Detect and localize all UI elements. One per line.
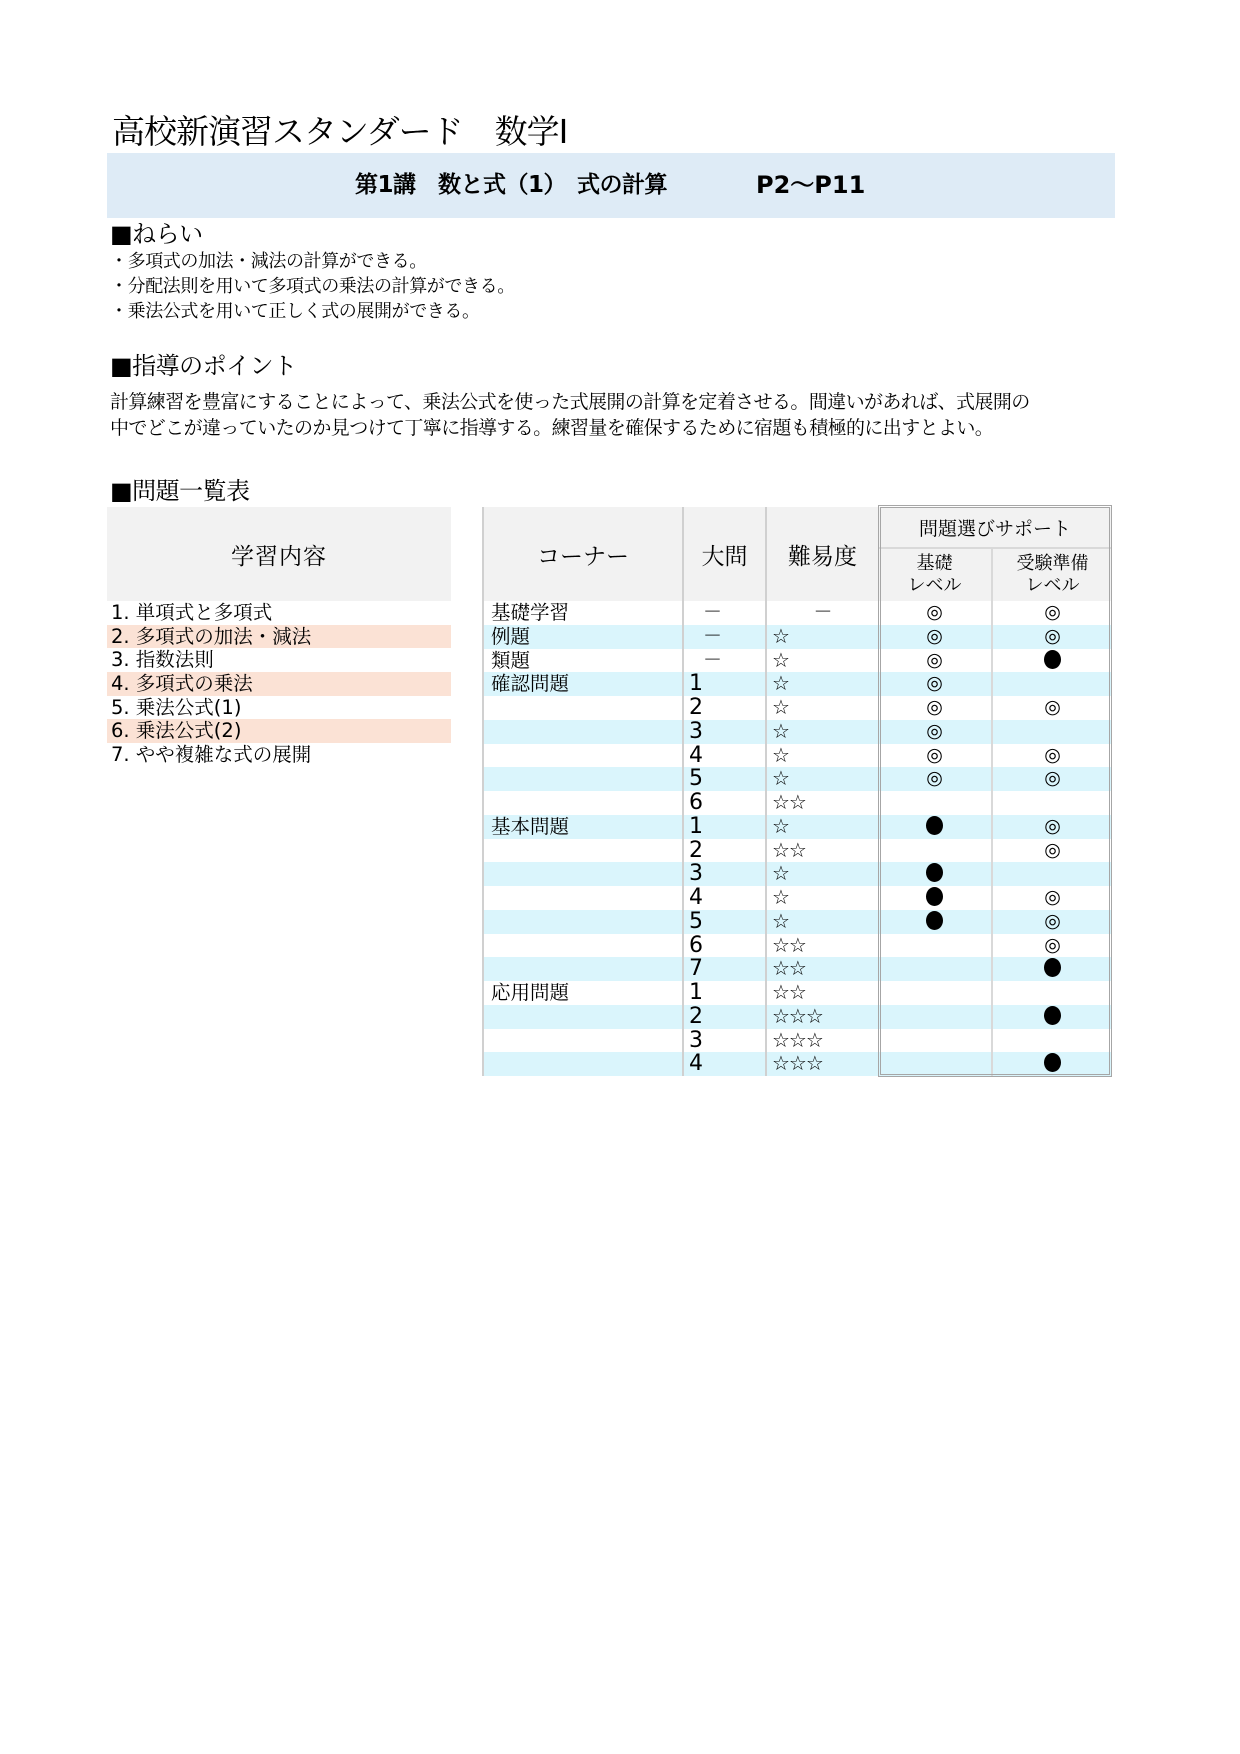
exam-level-cell: [991, 672, 1112, 696]
difficulty-cell: ☆☆☆: [765, 1005, 878, 1029]
difficulty-cell: ☆: [765, 886, 878, 910]
table-row: [482, 696, 1112, 720]
corner-cell: 確認問題: [482, 672, 682, 696]
exam-level-cell: ◎: [991, 886, 1112, 910]
exam-level-cell: [991, 957, 1112, 981]
guidance-line: 中でどこが違っていたのか見つけて丁寧に指導する。練習量を確保するために宿題も積極的に出すとよい。: [110, 417, 994, 439]
basic-level-cell: ◎: [926, 648, 943, 671]
corner-cell: 基礎学習: [482, 601, 682, 625]
problem-list-heading: ■問題一覧表: [110, 477, 250, 505]
question-cell: 5: [682, 767, 765, 791]
aim-item: ・分配法則を用いて多項式の乗法の計算ができる。: [110, 276, 515, 297]
basic-level-cell: [878, 934, 991, 958]
exam-level-cell: [991, 720, 1112, 744]
table-row: [482, 815, 1112, 839]
basic-level-cell: [878, 1029, 991, 1053]
document-title: 高校新演習スタンダード 数学Ⅰ: [112, 112, 568, 151]
table-row: [482, 1029, 1112, 1053]
exam-level-cell: [991, 1052, 1112, 1076]
question-cell: 7: [682, 957, 765, 981]
exam-level-cell: [991, 1005, 1112, 1029]
table-row: [482, 910, 1112, 934]
basic-level-cell: ◎: [926, 743, 943, 766]
page-range: P2～P11: [756, 171, 866, 199]
exam-level-cell: ◎: [991, 910, 1112, 934]
table-row: [482, 1052, 1112, 1076]
question-cell: 3: [682, 862, 765, 886]
difficulty-cell: ☆: [765, 815, 878, 839]
question-cell: 3: [682, 1029, 765, 1053]
learning-contents-header: 学習内容: [107, 507, 451, 601]
corner-cell: 応用問題: [482, 981, 682, 1005]
table-row: [482, 744, 1112, 768]
table-row: [482, 791, 1112, 815]
exam-level-cell: ◎: [991, 744, 1112, 768]
exam-level-cell: ◎: [991, 815, 1112, 839]
aim-item: ・多項式の加法・減法の計算ができる。: [110, 251, 427, 272]
corner-cell: 例題: [482, 625, 682, 649]
exam-level-cell: ◎: [991, 625, 1112, 649]
learning-content-item: 3. 指数法則: [111, 648, 214, 672]
difficulty-cell: ☆: [765, 625, 878, 649]
basic-level-cell: [878, 791, 991, 815]
basic-level-cell: [878, 1005, 991, 1029]
exam-level-cell: [991, 862, 1112, 886]
basic-level-cell: [878, 815, 991, 839]
difficulty-cell: ☆☆: [765, 934, 878, 958]
basic-level-cell: ◎: [926, 767, 943, 790]
table-row: [482, 934, 1112, 958]
difficulty-cell: ☆☆: [765, 981, 878, 1005]
aim-item: ・乗法公式を用いて正しく式の展開ができる。: [110, 301, 480, 322]
corner-cell: [482, 1005, 682, 1029]
corner-cell: 基本問題: [482, 815, 682, 839]
difficulty-cell: ☆: [765, 720, 878, 744]
basic-level-cell: ◎: [926, 601, 943, 623]
corner-cell: [482, 791, 682, 815]
filled-circle-icon: [1044, 1053, 1061, 1072]
basic-level-cell: [878, 910, 991, 934]
difficulty-cell: ☆☆: [765, 957, 878, 981]
learning-content-item: 2. 多項式の加法・減法: [107, 625, 451, 649]
filled-circle-icon: [926, 863, 943, 882]
header-basic-line2: レベル: [907, 575, 962, 596]
table-row: [482, 839, 1112, 863]
table-row: [482, 672, 1112, 696]
corner-cell: [482, 744, 682, 768]
header-support: 問題選びサポート: [878, 507, 1112, 549]
difficulty-cell: ☆: [765, 696, 878, 720]
difficulty-cell: ☆☆☆: [765, 1052, 878, 1076]
difficulty-cell: －: [765, 601, 878, 625]
filled-circle-icon: [926, 911, 943, 930]
exam-level-cell: ◎: [991, 696, 1112, 720]
header-exam-line1: 受験準備: [1016, 553, 1089, 574]
basic-level-cell: [878, 886, 991, 910]
lesson-title: 第1講 数と式（1） 式の計算: [355, 172, 668, 198]
question-cell: －: [682, 601, 765, 625]
exam-level-cell: ◎: [991, 934, 1112, 958]
question-cell: －: [682, 625, 765, 649]
basic-level-cell: ◎: [926, 719, 943, 742]
basic-level-cell: [878, 1052, 991, 1076]
guidance-line: 計算練習を豊富にすることによって、乗法公式を使った式展開の計算を定着させる。間違いがあれば、式展開の: [110, 391, 1030, 413]
learning-content-item: 6. 乗法公式(2): [107, 719, 451, 743]
guidance-heading: ■指導のポイント: [110, 352, 297, 380]
table-row: [482, 862, 1112, 886]
header-corner: コーナー: [482, 507, 682, 601]
problem-table-body: [482, 601, 1112, 1076]
question-cell: 2: [682, 696, 765, 720]
corner-cell: [482, 696, 682, 720]
filled-circle-icon: [1044, 650, 1061, 669]
difficulty-cell: ☆: [765, 672, 878, 696]
header-difficulty: 難易度: [765, 507, 878, 601]
basic-level-cell: ◎: [926, 672, 943, 695]
table-row: [482, 886, 1112, 910]
table-row: [482, 601, 1112, 625]
corner-cell: [482, 767, 682, 791]
aims-heading: ■ねらい: [110, 220, 203, 248]
corner-cell: [482, 839, 682, 863]
header-question: 大問: [682, 507, 765, 601]
basic-level-cell: [878, 839, 991, 863]
table-row: [482, 981, 1112, 1005]
header-exam-line2: レベル: [1025, 575, 1080, 596]
filled-circle-icon: [1044, 1006, 1061, 1025]
corner-cell: [482, 1029, 682, 1053]
question-cell: 4: [682, 1052, 765, 1076]
basic-level-cell: ◎: [926, 696, 943, 718]
difficulty-cell: ☆☆: [765, 839, 878, 863]
header-basic-level: [878, 549, 991, 601]
table-row: [482, 625, 1112, 649]
exam-level-cell: [991, 981, 1112, 1005]
question-cell: 6: [682, 934, 765, 958]
difficulty-cell: ☆: [765, 649, 878, 673]
table-row: [482, 767, 1112, 791]
basic-level-cell: [878, 862, 991, 886]
corner-cell: [482, 934, 682, 958]
corner-cell: [482, 886, 682, 910]
exam-level-cell: [991, 1029, 1112, 1053]
header-exam-level: [991, 549, 1112, 601]
learning-content-item: 4. 多項式の乗法: [107, 672, 451, 696]
exam-level-cell: [991, 791, 1112, 815]
corner-cell: [482, 862, 682, 886]
learning-content-item: 7. やや複雑な式の展開: [111, 743, 312, 767]
corner-cell: [482, 1052, 682, 1076]
filled-circle-icon: [926, 816, 943, 835]
question-cell: －: [682, 649, 765, 673]
difficulty-cell: ☆☆☆: [765, 1029, 878, 1053]
question-cell: 2: [682, 839, 765, 863]
filled-circle-icon: [926, 887, 943, 906]
basic-level-cell: [878, 981, 991, 1005]
filled-circle-icon: [1044, 958, 1061, 977]
table-row: [482, 957, 1112, 981]
question-cell: 3: [682, 720, 765, 744]
difficulty-cell: ☆: [765, 744, 878, 768]
question-cell: 1: [682, 981, 765, 1005]
table-row: [482, 1005, 1112, 1029]
question-cell: 4: [682, 744, 765, 768]
difficulty-cell: ☆: [765, 862, 878, 886]
header-basic-line1: 基礎: [916, 553, 953, 574]
corner-cell: 類題: [482, 649, 682, 673]
difficulty-cell: ☆: [765, 910, 878, 934]
exam-level-cell: [991, 649, 1112, 673]
exam-level-cell: ◎: [991, 839, 1112, 863]
question-cell: 2: [682, 1005, 765, 1029]
learning-content-item: 1. 単項式と多項式: [111, 601, 273, 624]
corner-cell: [482, 957, 682, 981]
learning-contents-table: [107, 507, 451, 767]
difficulty-cell: ☆☆: [765, 791, 878, 815]
basic-level-cell: [878, 957, 991, 981]
table-row: [482, 649, 1112, 673]
learning-content-item: 5. 乗法公式(1): [111, 695, 242, 719]
difficulty-cell: ☆: [765, 767, 878, 791]
question-cell: 5: [682, 910, 765, 934]
question-cell: 4: [682, 886, 765, 910]
exam-level-cell: ◎: [991, 601, 1112, 625]
question-cell: 6: [682, 791, 765, 815]
basic-level-cell: ◎: [926, 624, 943, 647]
problem-table: [482, 505, 1112, 1076]
problem-table-header: [482, 505, 1112, 601]
table-row: [482, 720, 1112, 744]
exam-level-cell: ◎: [991, 767, 1112, 791]
question-cell: 1: [682, 672, 765, 696]
corner-cell: [482, 910, 682, 934]
corner-cell: [482, 720, 682, 744]
question-cell: 1: [682, 815, 765, 839]
